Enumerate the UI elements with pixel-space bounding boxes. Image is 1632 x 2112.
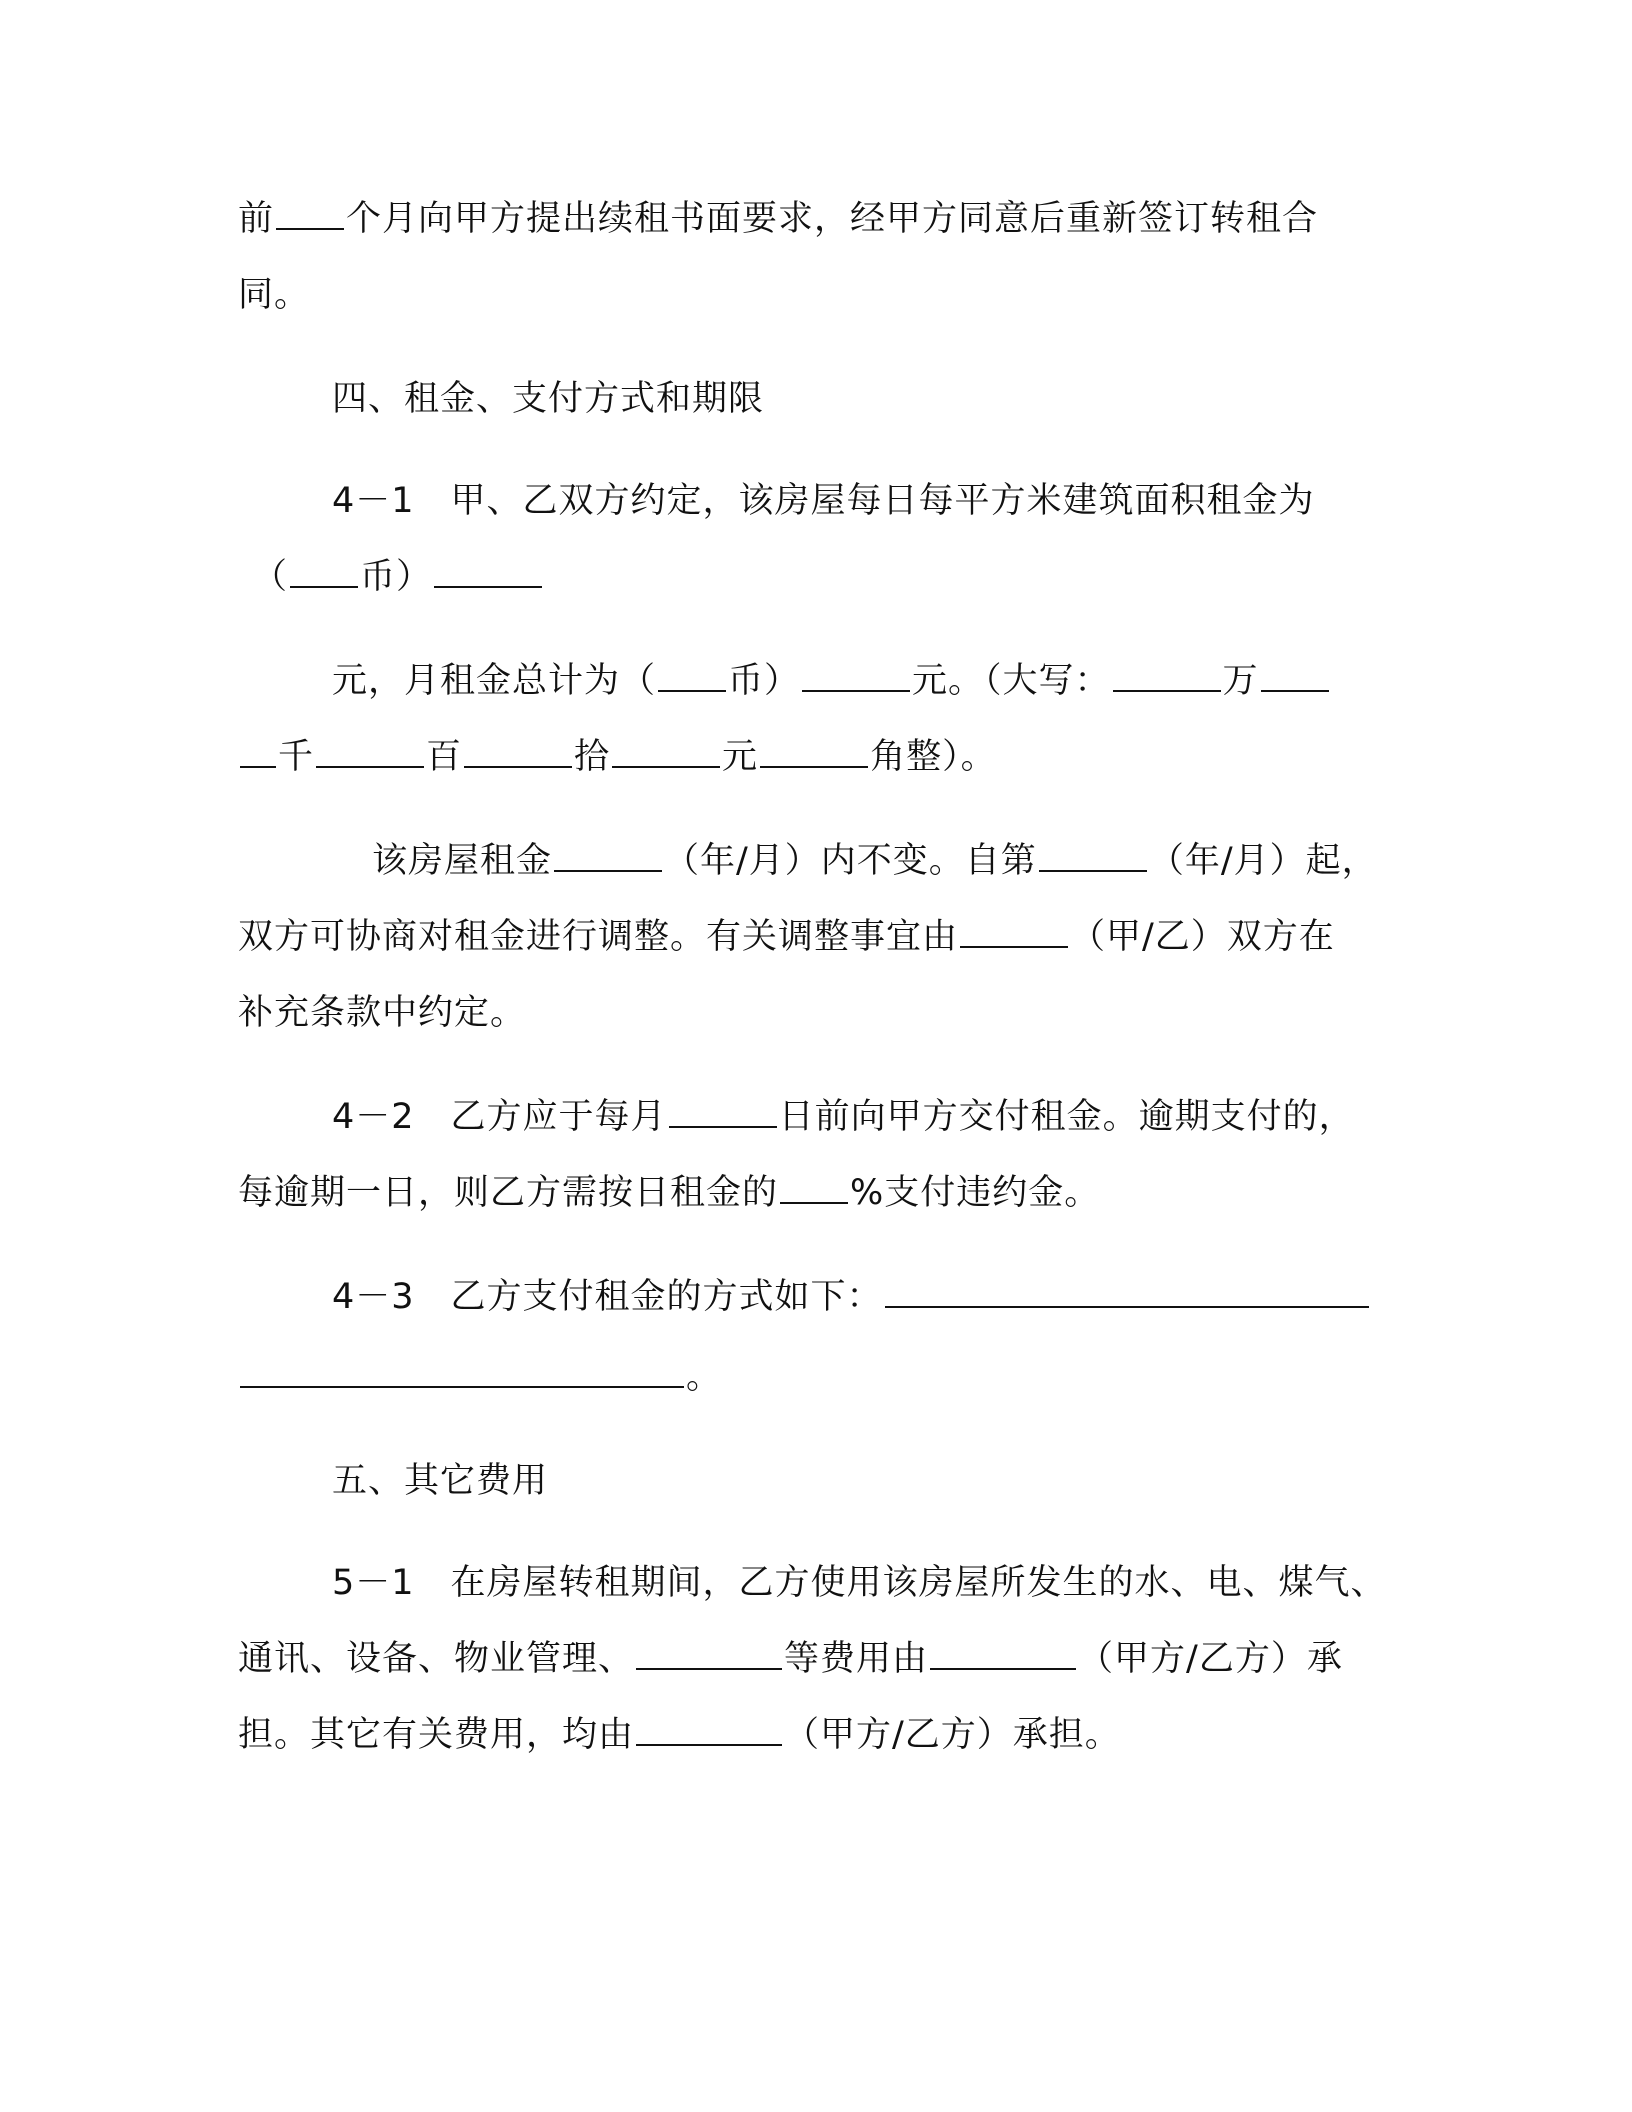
blank-field (1039, 840, 1147, 872)
text: （ (252, 557, 289, 597)
paragraph-line (238, 1170, 1100, 1216)
text: %支付违约金。 (850, 1173, 1101, 1213)
text: 双方可协商对租金进行调整。有关调整事宜由 (238, 917, 959, 957)
text: 币） (728, 661, 801, 701)
paragraph-line (372, 838, 1378, 884)
blank-field (1261, 660, 1329, 692)
text: （甲方/乙方）承 (1078, 1639, 1343, 1679)
blank-field (930, 1638, 1076, 1670)
text: 日前向甲方交付租金。逾期支付的， (778, 1097, 1355, 1137)
blank-field (240, 1356, 684, 1388)
paragraph-line (252, 554, 544, 600)
clause-number: 4－3 (332, 1277, 415, 1317)
blank-field (434, 556, 542, 588)
paragraph-line (238, 272, 310, 318)
clause-4-3 (332, 1274, 1371, 1320)
blank-field (780, 1172, 848, 1204)
text: 拾 (574, 737, 611, 777)
blank-field (760, 736, 868, 768)
paragraph-line (238, 196, 1318, 242)
blank-field (240, 736, 276, 768)
text: （甲方/乙方）承担。 (784, 1715, 1121, 1755)
section-heading-5 (332, 1458, 548, 1504)
blank-field (960, 916, 1068, 948)
clause-number: 5－1 (332, 1563, 415, 1603)
blank-field (669, 1096, 777, 1128)
heading-text: 五、其它费用 (332, 1461, 549, 1501)
blank-field (636, 1638, 782, 1670)
text: 个月向甲方提出续租书面要求，经甲方同意后重新签订转租合 (346, 199, 1319, 239)
clause-text: 甲、乙双方约定，该房屋每日每平方米建筑面积租金为 (450, 481, 1315, 521)
text: 币） (360, 557, 433, 597)
text: 千 (278, 737, 315, 777)
text: 乙方支付租金的方式如下： (450, 1277, 883, 1317)
heading-text: 四、租金、支付方式和期限 (332, 379, 765, 419)
blank-field (658, 660, 726, 692)
text: 角整）。 (870, 737, 997, 777)
text: 通讯、设备、物业管理、 (238, 1639, 635, 1679)
blank-field (290, 556, 358, 588)
paragraph-line (238, 1354, 722, 1400)
text: （甲/乙）双方在 (1070, 917, 1335, 957)
text: 前 (238, 199, 275, 239)
paragraph-line (238, 914, 1335, 960)
text: （年/月）内不变。自第 (664, 841, 1037, 881)
text: 百 (426, 737, 463, 777)
paragraph-line (238, 1636, 1343, 1682)
text: 在房屋转租期间，乙方使用该房屋所发生的水、电、煤气、 (450, 1563, 1387, 1603)
blank-field (885, 1276, 1369, 1308)
text: 同。 (238, 275, 311, 315)
clause-4-1 (332, 478, 1315, 524)
text: 元，月租金总计为（ (332, 661, 657, 701)
blank-field (276, 198, 344, 230)
paragraph-line (238, 990, 526, 1036)
text: 乙方应于每月 (450, 1097, 667, 1137)
text: 每逾期一日，则乙方需按日租金的 (238, 1173, 779, 1213)
clause-5-1 (332, 1560, 1387, 1606)
blank-field (316, 736, 424, 768)
text: 等费用由 (784, 1639, 929, 1679)
clause-number: 4－2 (332, 1097, 415, 1137)
text: 万 (1222, 661, 1259, 701)
text: 该房屋租金 (372, 841, 553, 881)
clause-4-2 (332, 1094, 1355, 1140)
blank-field (464, 736, 572, 768)
blank-field (1113, 660, 1221, 692)
clause-number: 4－1 (332, 481, 415, 521)
blank-field (636, 1714, 782, 1746)
section-heading-4 (332, 376, 764, 422)
text: （年/月）起， (1148, 841, 1378, 881)
text: 。 (686, 1357, 723, 1397)
paragraph-line (238, 734, 997, 780)
text: 元 (722, 737, 759, 777)
paragraph-line (238, 1712, 1121, 1758)
blank-field (802, 660, 910, 692)
text: 元。（大写： (912, 661, 1111, 701)
text: 补充条款中约定。 (238, 993, 527, 1033)
blank-field (612, 736, 720, 768)
text: 担。其它有关费用，均由 (238, 1715, 635, 1755)
paragraph-line (332, 658, 1331, 704)
blank-field (554, 840, 662, 872)
